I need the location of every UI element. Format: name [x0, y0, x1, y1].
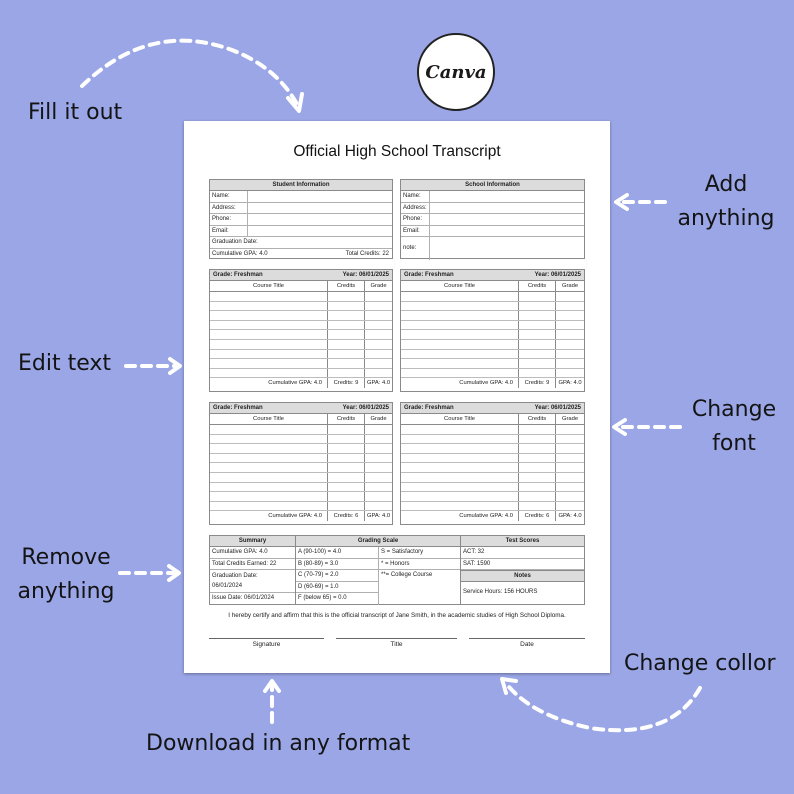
col-course-title: Course Title — [401, 414, 519, 424]
act-score[interactable]: ACT: 32 — [463, 549, 485, 555]
course-credits-cell[interactable] — [328, 292, 365, 301]
summary-grad-date[interactable]: 06/01/2024 — [212, 583, 243, 589]
course-row[interactable] — [210, 473, 392, 483]
course-title-cell[interactable] — [210, 340, 328, 349]
signature-line[interactable] — [209, 638, 324, 648]
course-title-cell[interactable] — [210, 311, 328, 320]
course-title-cell[interactable] — [210, 369, 328, 378]
course-title-cell[interactable] — [401, 492, 519, 501]
course-row[interactable] — [210, 321, 392, 331]
grade-level[interactable]: Grade: Freshman — [404, 405, 454, 411]
course-title-cell[interactable] — [210, 302, 328, 311]
course-credits-cell[interactable] — [519, 321, 556, 330]
course-row[interactable] — [401, 321, 584, 331]
course-title-cell[interactable] — [401, 321, 519, 330]
font-arrowhead-icon — [614, 420, 625, 434]
grade-year[interactable]: Year: 06/01/2025 — [342, 272, 389, 278]
grade-c[interactable]: C (70-79) = 2.0 — [298, 572, 339, 578]
block-credits[interactable]: Credits: 9 — [328, 378, 365, 388]
grade-a[interactable]: A (90-100) = 4.0 — [298, 549, 342, 555]
grade-block-header[interactable] — [401, 403, 584, 414]
student-address-label: Address: — [210, 203, 248, 214]
grade-block-footer — [401, 378, 584, 388]
grade-s[interactable]: S = Satisfactory — [381, 549, 424, 555]
remove-line-1: Remove — [21, 545, 111, 570]
course-credits-cell[interactable] — [519, 463, 556, 472]
student-gpa[interactable]: Cumulative GPA: 4.0 — [212, 250, 268, 257]
block-cumulative-gpa[interactable]: Cumulative GPA: 4.0 — [401, 511, 519, 521]
transcript-page — [184, 121, 610, 673]
course-credits-cell[interactable] — [519, 454, 556, 463]
font-line-2: font — [712, 431, 756, 456]
grade-college[interactable]: **= College Course — [381, 572, 433, 578]
course-title-cell[interactable] — [210, 350, 328, 359]
course-grade-cell[interactable] — [365, 350, 392, 359]
course-grade-cell[interactable] — [556, 492, 584, 501]
block-cumulative-gpa[interactable]: Cumulative GPA: 4.0 — [210, 378, 328, 388]
grade-block-footer — [401, 511, 584, 521]
course-grade-cell[interactable] — [365, 425, 392, 434]
block-gpa[interactable]: GPA: 4.0 — [558, 513, 582, 520]
course-row[interactable] — [401, 473, 584, 483]
course-grade-cell[interactable] — [365, 444, 392, 453]
course-row[interactable] — [210, 330, 392, 340]
course-grade-cell[interactable] — [556, 454, 584, 463]
course-grade-cell[interactable] — [365, 473, 392, 482]
course-columns — [210, 281, 392, 292]
student-email-field[interactable] — [248, 226, 250, 237]
course-grade-cell[interactable] — [556, 350, 584, 359]
course-credits-cell[interactable] — [519, 444, 556, 453]
sat-score[interactable]: SAT: 1590 — [463, 560, 491, 567]
fill-arrowhead-icon — [288, 94, 302, 111]
course-grade-cell[interactable] — [365, 321, 392, 330]
color-arrowhead-icon — [502, 679, 516, 693]
course-title-cell[interactable] — [210, 492, 328, 501]
course-title-cell[interactable] — [401, 502, 519, 511]
course-grade-cell[interactable] — [365, 302, 392, 311]
col-credits: Credits — [519, 281, 556, 291]
test-scores-header: Test Scores — [461, 536, 584, 547]
course-credits-cell[interactable] — [328, 483, 365, 492]
course-grade-cell[interactable] — [556, 321, 584, 330]
course-title-cell[interactable] — [401, 483, 519, 492]
student-info-box — [209, 179, 393, 259]
grade-b[interactable]: B (80-89) = 3.0 — [298, 560, 339, 567]
school-note-field[interactable] — [430, 237, 432, 260]
school-info-header: School Information — [401, 180, 584, 191]
course-credits-cell[interactable] — [328, 473, 365, 482]
course-title-cell[interactable] — [401, 454, 519, 463]
course-row[interactable] — [401, 483, 584, 493]
course-title-cell[interactable] — [401, 311, 519, 320]
course-title-cell[interactable] — [210, 502, 328, 511]
course-title-cell[interactable] — [401, 350, 519, 359]
course-credits-cell[interactable] — [328, 330, 365, 339]
student-name-field[interactable] — [248, 191, 250, 202]
grade-d[interactable]: D (60-69) = 1.0 — [298, 583, 339, 590]
course-row[interactable] — [210, 359, 392, 369]
remove-arrowhead-icon — [169, 566, 179, 580]
add-line-2: anything — [677, 206, 775, 231]
school-phone-field[interactable] — [430, 214, 432, 225]
course-title-cell[interactable] — [210, 483, 328, 492]
course-credits-cell[interactable] — [328, 369, 365, 378]
grade-block-footer — [210, 511, 392, 521]
col-course-title: Course Title — [401, 281, 519, 291]
course-row[interactable] — [210, 483, 392, 493]
grade-level[interactable]: Grade: Freshman — [404, 272, 454, 278]
block-gpa[interactable]: GPA: 4.0 — [366, 380, 391, 387]
grade-block-2 — [400, 269, 585, 392]
course-row[interactable] — [401, 502, 584, 512]
course-credits-cell[interactable] — [519, 369, 556, 378]
course-title-cell[interactable] — [210, 473, 328, 482]
canva-logo-text: Canva — [425, 61, 487, 83]
course-credits-cell[interactable] — [519, 340, 556, 349]
school-phone-label: Phone: — [401, 214, 430, 225]
school-email-label: Email: — [401, 226, 430, 237]
course-credits-cell[interactable] — [519, 435, 556, 444]
course-title-cell[interactable] — [401, 302, 519, 311]
course-title-cell[interactable] — [401, 330, 519, 339]
color-arrow-icon — [505, 682, 700, 730]
col-grade: Grade — [370, 283, 387, 289]
grade-block-4 — [400, 402, 585, 525]
col-course-title: Course Title — [210, 281, 328, 291]
course-row[interactable] — [401, 369, 584, 379]
student-total-credits[interactable]: Total Credits: 22 — [345, 250, 389, 257]
course-row[interactable] — [401, 350, 584, 360]
grade-block-footer — [210, 378, 392, 388]
course-credits-cell[interactable] — [328, 444, 365, 453]
course-credits-cell[interactable] — [328, 463, 365, 472]
block-cumulative-gpa[interactable]: Cumulative GPA: 4.0 — [401, 378, 519, 388]
col-grade: Grade — [561, 283, 579, 289]
course-title-cell[interactable] — [401, 369, 519, 378]
course-credits-cell[interactable] — [519, 330, 556, 339]
course-title-cell[interactable] — [210, 444, 328, 453]
course-credits-cell[interactable] — [328, 502, 365, 511]
course-credits-cell[interactable] — [328, 359, 365, 368]
student-info-header: Student Information — [210, 180, 392, 191]
grade-level[interactable]: Grade: Freshman — [213, 272, 263, 278]
course-row[interactable] — [401, 435, 584, 445]
course-row[interactable] — [210, 292, 392, 302]
course-title-cell[interactable] — [401, 340, 519, 349]
summary-issue-date[interactable]: Issue Date: 06/01/2024 — [212, 595, 275, 601]
course-credits-cell[interactable] — [519, 359, 556, 368]
add-line-1: Add — [704, 172, 748, 197]
course-grade-cell[interactable] — [365, 330, 392, 339]
col-credits: Credits — [328, 281, 365, 291]
course-columns — [401, 414, 584, 425]
course-row[interactable] — [401, 302, 584, 312]
course-row[interactable] — [210, 425, 392, 435]
course-row[interactable] — [210, 435, 392, 445]
student-address-field[interactable] — [248, 203, 250, 214]
course-row[interactable] — [401, 454, 584, 464]
course-grade-cell[interactable] — [365, 502, 392, 511]
col-credits: Credits — [519, 414, 556, 424]
course-title-cell[interactable] — [210, 321, 328, 330]
signature-label: Signature — [252, 641, 281, 648]
graduation-date-label[interactable]: Graduation Date: — [212, 239, 258, 245]
col-grade: Grade — [561, 416, 579, 422]
course-grade-cell[interactable] — [365, 492, 392, 501]
course-credits-cell[interactable] — [519, 483, 556, 492]
course-grade-cell[interactable] — [365, 454, 392, 463]
school-name-field[interactable] — [430, 191, 432, 202]
certification-text[interactable]: I hereby certify and affirm that this is the official transcript of Jane Smith, in the academic studies of High School Diploma. — [228, 612, 566, 619]
course-row[interactable] — [401, 359, 584, 369]
block-cumulative-gpa[interactable]: Cumulative GPA: 4.0 — [210, 511, 328, 521]
col-grade: Grade — [370, 416, 387, 422]
course-credits-cell[interactable] — [519, 292, 556, 301]
course-title-cell[interactable] — [401, 359, 519, 368]
course-title-cell[interactable] — [210, 359, 328, 368]
course-title-cell[interactable] — [210, 425, 328, 434]
course-row[interactable] — [210, 369, 392, 379]
course-grade-cell[interactable] — [365, 359, 392, 368]
course-credits-cell[interactable] — [328, 425, 365, 434]
course-row[interactable] — [401, 311, 584, 321]
course-grade-cell[interactable] — [556, 425, 584, 434]
block-gpa[interactable]: GPA: 4.0 — [558, 380, 582, 387]
course-grade-cell[interactable] — [556, 473, 584, 482]
school-address-label: Address: — [401, 203, 430, 214]
course-grade-cell[interactable] — [365, 483, 392, 492]
grade-year[interactable]: Year: 06/01/2025 — [342, 405, 389, 411]
course-row[interactable] — [210, 311, 392, 321]
course-title-cell[interactable] — [210, 463, 328, 472]
course-grade-cell[interactable] — [556, 330, 584, 339]
student-phone-field[interactable] — [248, 214, 250, 225]
summary-credits[interactable]: Total Credits Earned: 22 — [212, 560, 277, 567]
course-row[interactable] — [210, 502, 392, 512]
course-credits-cell[interactable] — [519, 350, 556, 359]
grade-year[interactable]: Year: 06/01/2025 — [534, 405, 581, 411]
grade-block-header[interactable] — [401, 270, 584, 281]
course-columns — [210, 414, 392, 425]
edit-text-label: Edit text — [18, 351, 112, 376]
course-credits-cell[interactable] — [328, 302, 365, 311]
fill-it-out-label: Fill it out — [28, 100, 123, 125]
course-grade-cell[interactable] — [556, 292, 584, 301]
change-color-label: Change collor — [624, 651, 776, 676]
course-row[interactable] — [401, 292, 584, 302]
summary-gpa[interactable]: Cumulative GPA: 4.0 — [212, 549, 268, 555]
course-credits-cell[interactable] — [328, 454, 365, 463]
add-arrowhead-icon — [616, 195, 627, 209]
school-address-field[interactable] — [430, 203, 432, 214]
transcript-title[interactable]: Official High School Transcript — [293, 143, 501, 160]
school-note-label: note: — [401, 237, 430, 260]
course-row[interactable] — [210, 454, 392, 464]
school-email-field[interactable] — [430, 226, 432, 237]
course-credits-cell[interactable] — [519, 425, 556, 434]
change-font-label — [684, 393, 784, 461]
course-grade-cell[interactable] — [556, 311, 584, 320]
block-credits[interactable]: Credits: 9 — [519, 378, 556, 388]
remove-line-2: anything — [17, 579, 115, 604]
block-credits[interactable]: Credits: 6 — [519, 511, 556, 521]
school-info-box — [400, 179, 585, 259]
block-credits[interactable]: Credits: 6 — [328, 511, 365, 521]
title-label: Title — [390, 641, 403, 648]
course-row[interactable] — [210, 444, 392, 454]
grade-year[interactable]: Year: 06/01/2025 — [534, 272, 581, 278]
course-grade-cell[interactable] — [556, 302, 584, 311]
course-title-cell[interactable] — [210, 292, 328, 301]
grade-block-header[interactable] — [210, 270, 392, 281]
title-line[interactable] — [336, 638, 457, 648]
font-line-1: Change — [691, 397, 777, 422]
download-arrowhead-icon — [265, 681, 279, 691]
grade-honors[interactable]: * = Honors — [381, 560, 410, 567]
course-title-cell[interactable] — [401, 444, 519, 453]
course-title-cell[interactable] — [401, 435, 519, 444]
course-row[interactable] — [210, 302, 392, 312]
course-row[interactable] — [401, 425, 584, 435]
course-grade-cell[interactable] — [556, 502, 584, 511]
course-row[interactable] — [401, 330, 584, 340]
course-grade-cell[interactable] — [365, 369, 392, 378]
course-row[interactable] — [401, 492, 584, 502]
student-email-label: Email: — [210, 226, 248, 237]
course-title-cell[interactable] — [401, 425, 519, 434]
course-credits-cell[interactable] — [519, 502, 556, 511]
block-gpa[interactable]: GPA: 4.0 — [366, 513, 391, 520]
student-phone-label: Phone: — [210, 214, 248, 225]
course-row[interactable] — [401, 463, 584, 473]
course-title-cell[interactable] — [210, 454, 328, 463]
grade-f[interactable]: F (below 65) = 0.0 — [298, 595, 347, 601]
course-grade-cell[interactable] — [556, 369, 584, 378]
course-columns — [401, 281, 584, 292]
course-grade-cell[interactable] — [556, 359, 584, 368]
grade-block-3 — [209, 402, 393, 525]
course-row[interactable] — [401, 444, 584, 454]
date-line[interactable] — [469, 638, 585, 648]
course-title-cell[interactable] — [210, 330, 328, 339]
course-credits-cell[interactable] — [519, 492, 556, 501]
course-credits-cell[interactable] — [328, 340, 365, 349]
course-grade-cell[interactable] — [556, 463, 584, 472]
summary-header: Summary — [210, 536, 295, 547]
course-row[interactable] — [210, 350, 392, 360]
remove-anything-label — [16, 541, 116, 609]
download-label: Download in any format — [146, 731, 411, 756]
course-credits-cell[interactable] — [519, 473, 556, 482]
course-credits-cell[interactable] — [519, 311, 556, 320]
grade-level[interactable]: Grade: Freshman — [213, 405, 263, 411]
course-title-cell[interactable] — [401, 473, 519, 482]
grade-block-1 — [209, 269, 393, 392]
summary-section — [209, 535, 585, 605]
grading-scale-header: Grading Scale — [296, 536, 460, 547]
course-row[interactable] — [210, 340, 392, 350]
summary-grad-label[interactable]: Graduation Date: — [212, 573, 258, 579]
course-row[interactable] — [210, 492, 392, 502]
student-name-label: Name: — [210, 191, 248, 202]
course-title-cell[interactable] — [401, 292, 519, 301]
service-hours[interactable]: Service Hours: 156 HOURS — [463, 589, 538, 595]
course-row[interactable] — [210, 463, 392, 473]
course-row[interactable] — [401, 340, 584, 350]
course-credits-cell[interactable] — [328, 350, 365, 359]
school-name-label: Name: — [401, 191, 430, 202]
course-grade-cell[interactable] — [556, 483, 584, 492]
course-grade-cell[interactable] — [365, 340, 392, 349]
canva-logo — [417, 33, 495, 111]
course-grade-cell[interactable] — [365, 311, 392, 320]
notes-header: Notes — [461, 570, 584, 582]
course-grade-cell[interactable] — [365, 435, 392, 444]
course-title-cell[interactable] — [210, 435, 328, 444]
course-grade-cell[interactable] — [365, 463, 392, 472]
add-anything-label — [676, 168, 776, 236]
course-credits-cell[interactable] — [519, 302, 556, 311]
course-credits-cell[interactable] — [328, 492, 365, 501]
course-grade-cell[interactable] — [556, 435, 584, 444]
course-grade-cell[interactable] — [556, 340, 584, 349]
col-credits: Credits — [328, 414, 365, 424]
course-title-cell[interactable] — [401, 463, 519, 472]
date-label: Date — [520, 641, 534, 648]
edit-arrowhead-icon — [170, 359, 180, 373]
course-credits-cell[interactable] — [328, 435, 365, 444]
col-course-title: Course Title — [210, 414, 328, 424]
course-credits-cell[interactable] — [328, 321, 365, 330]
course-grade-cell[interactable] — [365, 292, 392, 301]
course-grade-cell[interactable] — [556, 444, 584, 453]
course-credits-cell[interactable] — [328, 311, 365, 320]
grade-block-header[interactable] — [210, 403, 392, 414]
